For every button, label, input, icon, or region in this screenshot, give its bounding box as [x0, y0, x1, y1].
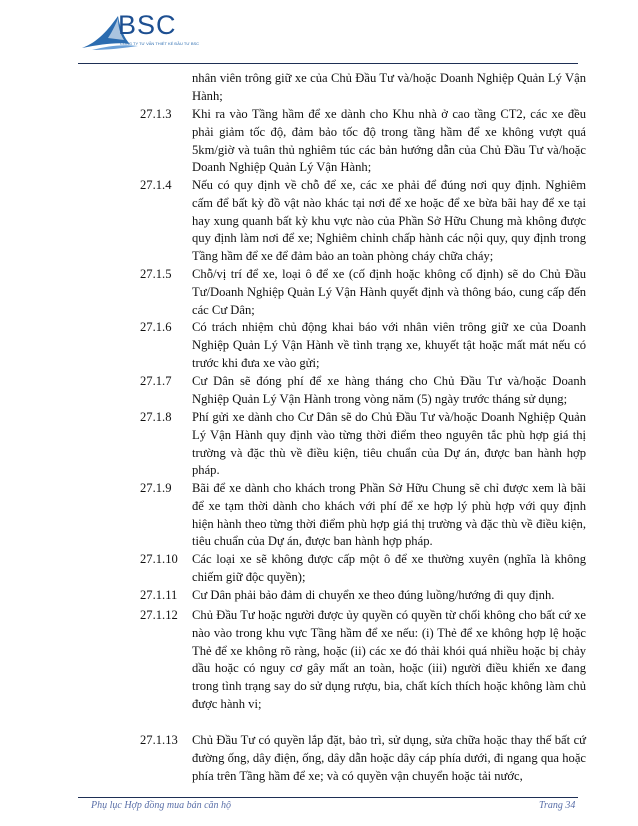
- clause-number: 27.1.12: [140, 608, 178, 622]
- clause-text: Các loại xe sẽ không được cấp một ô để xe thường xuyên (nghĩa là không chiếm giữ độc quyền);: [192, 552, 586, 584]
- clause-text: Chỗ/vị trí để xe, loại ô để xe (cố định hoặc không cố định) sẽ do Chủ Đầu Tư/Doanh Nghiệp Quản Lý Vận Hành quyết định và thông báo, cung cấp đến các Cư Dân;: [192, 267, 586, 317]
- clause-text: Nếu có quy định về chỗ để xe, các xe phải để đúng nơi quy định. Nghiêm cấm để bất kỳ đồ vật nào khác tại nơi để xe hoặc để xe bừa bãi hay để xe tại hay xung quanh bất kỳ khu vực nào của Phần Sở Hữu Chung mà không được quy định làm nơi để xe; Nghiêm chỉnh chấp hành các nội quy, quy định trong Tầng hầm để xe để đảm bảo an toàn phòng cháy chữa cháy;: [192, 178, 586, 264]
- clause-text: Cư Dân phải bảo đảm di chuyển xe theo đúng luồng/hướng đi quy định.: [192, 588, 555, 602]
- clause-number: 27.1.13: [140, 733, 178, 747]
- footer-page-number: Trang 34: [539, 800, 576, 811]
- footer-divider: [78, 797, 578, 798]
- intro-paragraph: nhân viên trông giữ xe của Chủ Đầu Tư và/hoặc Doanh Nghiệp Quản Lý Vận Hành;: [192, 71, 586, 103]
- footer-document-title: Phụ lục Hợp đồng mua bán căn hộ: [91, 800, 232, 811]
- clause-number: 27.1.10: [140, 552, 178, 566]
- clause-number: 27.1.8: [140, 410, 172, 424]
- clause-number: 27.1.5: [140, 267, 172, 281]
- clause-number: 27.1.3: [140, 107, 172, 121]
- clause-text: Có trách nhiệm chủ động khai báo với nhân viên trông giữ xe của Doanh Nghiệp Quản Lý Vận Hành về tình trạng xe, khuyết tật hoặc mất mát nếu có trước khi đưa xe vào gửi;: [192, 320, 586, 370]
- header-divider: [78, 63, 578, 64]
- clause-number: 27.1.6: [140, 320, 172, 334]
- logo-tagline: CÔNG TY TƯ VẤN THIẾT KẾ ĐẦU TƯ BSC: [120, 41, 200, 46]
- clause-text: Khi ra vào Tầng hầm để xe dành cho Khu nhà ở cao tầng CT2, các xe đều phải giảm tốc độ, đảm bảo tốc độ trong tầng hầm để xe không vượt quá 5km/giờ và tuân thủ nghiêm túc các bản hướng dẫn của Chủ Đầu Tư và/hoặc Doanh Nghiệp Quản Lý Vận Hành;: [192, 107, 586, 175]
- page-header: [0, 0, 638, 64]
- clause-text: Chủ Đầu Tư hoặc người được ủy quyền có quyền từ chối không cho bất cứ xe nào vào trong khu vực Tầng hầm để xe nếu: (i) Thẻ để xe không hợp lệ hoặc Thẻ để xe không rõ ràng, hoặc (ii) các xe đó thải khói quá nhiều hoặc bị chảy dầu hoặc có nguy cơ gây mất an toàn, hoặc (iii) người điều khiển xe đang trong tình trạng say do sử dụng rượu, bia, chất kích thích hoặc không làm chủ được hành vi;: [192, 608, 586, 711]
- clause-number: 27.1.7: [140, 374, 172, 388]
- clause-number: 27.1.9: [140, 481, 172, 495]
- clause-text: Chủ Đầu Tư có quyền lắp đặt, bảo trì, sử dụng, sửa chữa hoặc thay thế bất cứ đường ống, dây điện, ống, dây dẫn hoặc dây cáp phía dưới, đi ngang qua hoặc phía trên Tầng hầm để xe; và có quyền vận chuyển hoặc tải nước,: [192, 733, 586, 783]
- clause-text: Phí gửi xe dành cho Cư Dân sẽ do Chủ Đầu Tư và/hoặc Doanh Nghiệp Quản Lý Vận Hành quy định vào từng thời điểm theo nguyên tắc phù hợp giá thị trường và đặc thù về điều kiện, tiêu chuẩn của Dự án, được ban hành hợp pháp.: [192, 410, 586, 478]
- clause-number: 27.1.11: [140, 588, 178, 602]
- clause-number: 27.1.4: [140, 178, 172, 192]
- clause-text: Bãi để xe dành cho khách trong Phần Sở Hữu Chung sẽ chỉ được xem là bãi để xe tạm thời dành cho khách với phí để xe hợp lý phù hợp với quy định hiện hành theo từng thời điểm phù hợp giá thị trường và đặc thù về điều kiện, tiêu chuẩn của Dự án, được ban hành hợp pháp.: [192, 481, 586, 549]
- clause-text: Cư Dân sẽ đóng phí để xe hàng tháng cho Chủ Đầu Tư và/hoặc Doanh Nghiệp Quản Lý Vận Hành trong vòng năm (5) ngày trước tháng sử dụng;: [192, 374, 586, 406]
- logo-text: BSC: [118, 10, 177, 40]
